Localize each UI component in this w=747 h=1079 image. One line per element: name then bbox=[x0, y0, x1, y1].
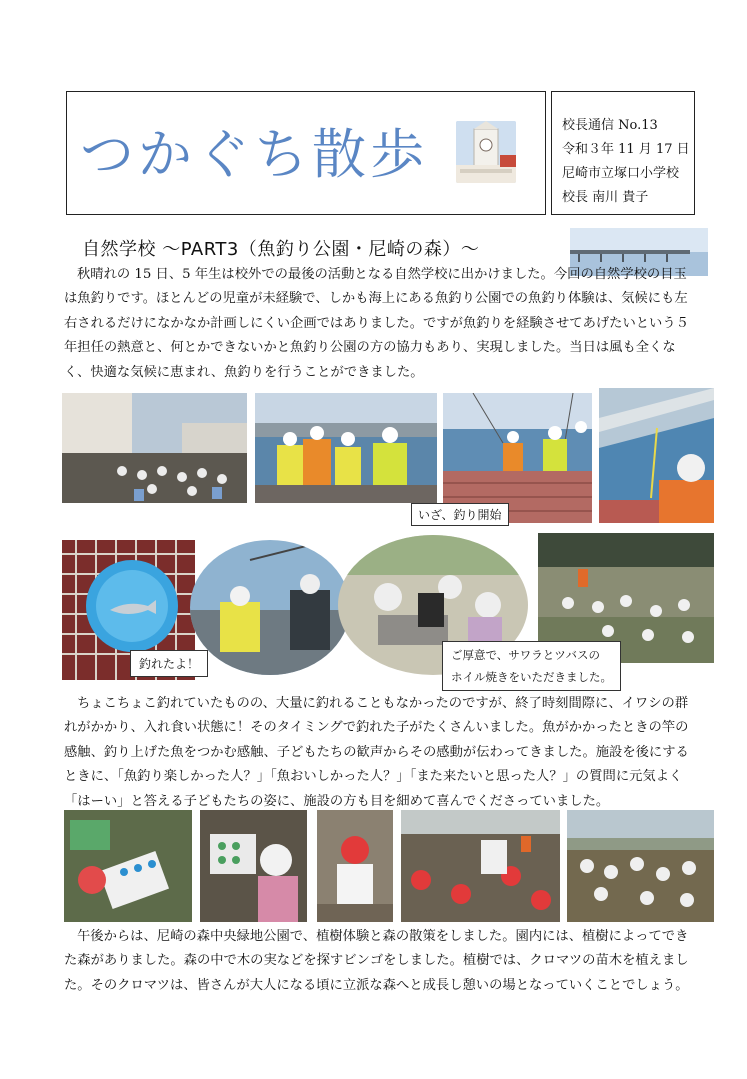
principal-name: 校長 南川 貴子 bbox=[562, 190, 649, 205]
newsletter-info bbox=[551, 91, 695, 215]
para2-line: 「はーい」と答える子どもたちの姿に、施設の方も目を細めて喜んでくださっていました。 bbox=[64, 793, 610, 809]
caption-grill-line: ご厚意で、サワラとツバスの bbox=[451, 648, 601, 662]
paragraph-2 bbox=[64, 692, 719, 814]
para2-line: ちょこちょこ釣れていたものの、大量に釣れることもなかったのですが、終了時刻間際に、イワシの群 bbox=[77, 696, 689, 711]
para3-line: た森がありました。森の中で木の実などを探すビンゴをしました。植樹では、クロマツの苗木を植えまし bbox=[64, 953, 689, 969]
masthead-title: つかぐち散歩 bbox=[80, 123, 428, 186]
para1-line: く、快適な気候に恵まれ、魚釣りを行うことができました。 bbox=[64, 364, 424, 380]
para1-line: 年担任の熱意と、何とかできないかと魚釣り公園の方の協力もあり、実現しました。当日は風も全くな bbox=[64, 340, 676, 356]
caption-grill-line: ホイル焼きをいただきました。 bbox=[451, 670, 612, 684]
photo-fishing-rod bbox=[599, 388, 714, 523]
caption-caught: 釣れたよ！ bbox=[130, 650, 208, 677]
photo-fishing-vests bbox=[255, 393, 437, 503]
para2-line: れがかかり、入れ食い状態に！そのタイミングで釣れた子がたくさんいました。魚がかかったときの竿の bbox=[64, 720, 689, 736]
photo-forest-group bbox=[567, 810, 714, 922]
issue-date: 令和３年 11 月 17 日 bbox=[562, 142, 690, 157]
para2-line: ときに、「魚釣り楽しかった人？」「魚おいしかった人？」「また来たいと思った人？」の質問に元気よく bbox=[64, 769, 683, 785]
para1-line: 秋晴れの 15 日、5 年生は校外での最後の活動となる自然学校に出かけました。今回の自然学校の目玉 bbox=[77, 267, 687, 282]
photo-planting-child bbox=[317, 810, 393, 922]
photo-group-gathering bbox=[62, 393, 247, 503]
para2-line: 感触、釣り上げた魚をつかむ感触、子どもたちの歓声からその感動が伝わってきました。施設を後にする bbox=[64, 744, 689, 760]
para3-line: 午後からは、尼崎の森中央緑地公園で、植樹体験と森の散策をしました。園内には、植樹によってでき bbox=[77, 929, 689, 944]
school-name: 尼崎市立塚口小学校 bbox=[562, 166, 680, 181]
caption-fishing-start: いざ、釣り開始 bbox=[411, 503, 509, 526]
para1-line: 右されるだけになかなか計画しにくい企画ではありました。ですが魚釣りを経験させてあげたいという５ bbox=[64, 315, 689, 331]
para1-line: は魚釣りです。ほとんどの児童が未経験で、しかも海上にある魚釣り公園での魚釣り体験は、気候にも左 bbox=[64, 291, 688, 307]
photo-bingo-sheets bbox=[64, 810, 192, 922]
photo-planting-group bbox=[401, 810, 560, 922]
caption-grilled-fish bbox=[442, 641, 621, 691]
paragraph-3 bbox=[64, 925, 719, 998]
paragraph-1 bbox=[64, 263, 719, 385]
photo-bingo-child bbox=[200, 810, 307, 922]
photo-kids-fishing-oval bbox=[190, 540, 350, 675]
para3-line: た。そのクロマツは、皆さんが大人になる頃に立派な森へと成長し憩いの場となっていくことでしょう。 bbox=[64, 977, 689, 993]
newsletter-number: 校長通信 No.13 bbox=[562, 118, 658, 133]
article-headline: 自然学校 ～PART3（魚釣り公園・尼崎の森）～ bbox=[82, 239, 480, 260]
school-tower-photo bbox=[456, 121, 516, 183]
